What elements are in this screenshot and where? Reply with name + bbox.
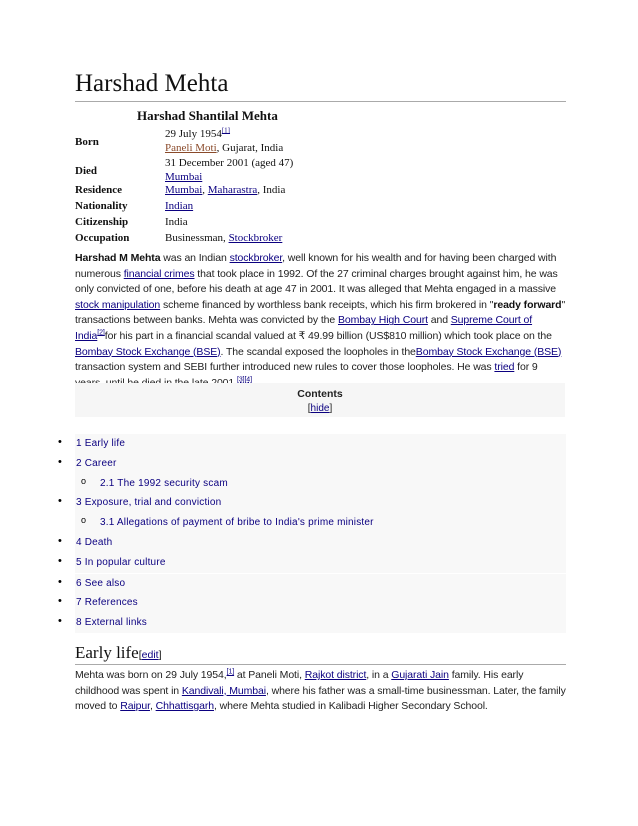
supreme-court-link[interactable]: Supreme Court of India <box>75 314 533 342</box>
bracket: [ <box>307 403 311 414</box>
residence-value <box>165 184 285 196</box>
early-text: Mehta was born on 29 July 1954, <box>75 669 227 681</box>
gujarati-jain-link[interactable]: Gujarati Jain <box>391 669 449 681</box>
infobox-heading: Harshad Shantilal Mehta <box>137 108 278 123</box>
residence-label: Residence <box>75 184 123 196</box>
intro-text: . The scandal exposed the loopholes in the <box>220 345 416 358</box>
died-date: 31 December 2001 (aged 47) <box>165 157 294 169</box>
toc-bullet: • <box>58 495 62 507</box>
toc-item-link[interactable]: 8 External links <box>76 617 148 628</box>
tried-link[interactable]: tried <box>494 361 515 374</box>
indian-link[interactable]: Indian <box>165 200 194 212</box>
ready-forward-term: ready forward <box>493 298 562 311</box>
toc-item-link[interactable]: 5 In popular culture <box>76 557 166 568</box>
toc-hide-toggle <box>75 403 565 414</box>
died-place <box>165 171 202 183</box>
toc-title: Contents <box>297 388 343 400</box>
ref-link[interactable]: [3][4] <box>236 376 252 384</box>
toc-item-link[interactable]: 1 Early life <box>76 438 126 449</box>
toc-bullet: • <box>58 576 62 588</box>
toc-sub-bullet: o <box>81 515 87 525</box>
toc-hide-link[interactable]: hide <box>310 403 330 414</box>
toc-bullet: • <box>58 595 62 607</box>
bse-link-2[interactable]: Bombay Stock Exchange (BSE) <box>415 345 562 358</box>
bracket: [ <box>138 649 142 661</box>
toc-bullet: • <box>58 615 62 627</box>
citizenship-value: India <box>165 216 188 228</box>
toc-row <box>75 454 566 474</box>
intro-text: was an Indian <box>160 252 230 264</box>
maharastra-link[interactable]: Maharastra <box>207 184 258 196</box>
early-life-paragraph <box>75 668 567 715</box>
kandivali-link[interactable]: Kandivali, Mumbai <box>181 684 266 697</box>
intro-text: scheme financed by worthless bank receipts, which his firm brokered in " <box>160 298 494 311</box>
bombay-high-court-link[interactable]: Bombay High Court <box>337 314 428 327</box>
occupation-text: Businessman, <box>165 232 229 244</box>
toc-item-link[interactable]: 4 Death <box>76 537 113 548</box>
toc-row <box>75 593 566 613</box>
ref-link[interactable]: [1] <box>226 668 235 676</box>
residence-rest: , India <box>257 184 286 196</box>
born-label: Born <box>75 136 99 148</box>
intro-paragraph <box>75 251 567 391</box>
toc-item-link[interactable]: 3 Exposure, trial and conviction <box>76 497 222 508</box>
toc-item-link[interactable]: 3.1 Allegations of payment of bribe to India's prime minister <box>100 517 374 528</box>
mumbai-residence-link[interactable]: Mumbai <box>165 184 203 196</box>
stockbroker-text-link[interactable]: stockbroker <box>229 252 283 264</box>
toc-row <box>75 613 566 633</box>
intro-text: that took place in 1992. Of the 27 criminal charges brought against him, he was only convicted of one, before his death at age 47 in 2001. It was alleged that Mehta engaged in a massive <box>75 267 558 296</box>
chhattisgarh-link[interactable]: Chhattisgarh <box>155 700 214 713</box>
born-date <box>165 128 230 140</box>
born-place-rest: , Gujarat, India <box>216 142 284 154</box>
ref-link[interactable]: [2] <box>97 329 105 337</box>
intro-text: , well known for his wealth and for having been charged with numerous <box>75 252 557 280</box>
nationality-value <box>165 200 193 212</box>
toc-item-link[interactable]: 2 Career <box>76 458 117 469</box>
intro-text: " transactions between banks. Mehta was convicted by the <box>75 298 566 327</box>
born-date-text: 29 July 1954 <box>165 128 222 140</box>
toc-item-link[interactable]: 7 References <box>76 597 138 608</box>
edit-link[interactable]: edit <box>141 649 159 661</box>
citizenship-label: Citizenship <box>75 216 129 228</box>
toc-sub-bullet: o <box>81 476 87 486</box>
edit-control <box>139 649 162 661</box>
residence-sep: , <box>202 184 208 196</box>
occupation-label: Occupation <box>75 232 130 244</box>
toc-row <box>75 434 566 454</box>
section-heading-early-life <box>75 643 162 663</box>
early-text: , where Mehta studied in Kalibadi Higher Secondary School. <box>213 700 488 713</box>
early-text: at Paneli Moti, <box>234 669 305 681</box>
rajkot-district-link[interactable]: Rajkot district <box>304 669 367 681</box>
bse-link[interactable]: Bombay Stock Exchange (BSE) <box>75 345 221 358</box>
occupation-value <box>165 232 282 244</box>
toc-row <box>75 533 566 553</box>
toc-item-link[interactable]: 6 See also <box>76 578 126 589</box>
bracket: ] <box>329 403 333 414</box>
stockbroker-link[interactable]: Stockbroker <box>228 232 283 244</box>
toc-bullet: • <box>58 436 62 448</box>
early-text: family. His early childhood was spent in <box>75 669 524 697</box>
born-place <box>165 142 283 154</box>
died-label: Died <box>75 165 97 177</box>
early-life-heading-text: Early life <box>75 643 139 662</box>
toc-header <box>75 383 565 417</box>
financial-crimes-link[interactable]: financial crimes <box>123 267 195 280</box>
subject-name: Harshad M Mehta <box>75 252 161 264</box>
toc-bullet: • <box>58 456 62 468</box>
early-text: , where his father was a small-time businessman. Later, the family moved to <box>75 684 566 713</box>
intro-text: for his part in a financial scandal valued at ₹ 49.99 billion (US$810 million) which took place on the <box>104 329 552 342</box>
raipur-link[interactable]: Raipur <box>120 700 150 713</box>
intro-text: for 9 <box>517 361 538 374</box>
toc-bullet: • <box>58 555 62 567</box>
section-divider <box>75 664 566 665</box>
mumbai-link[interactable]: Mumbai <box>165 171 203 183</box>
bracket: ] <box>158 649 162 661</box>
toc-bullet: • <box>58 535 62 547</box>
intro-text: transaction system and SEBI further introduced new rules to cover those loopholes. He was <box>75 361 495 374</box>
stock-manipulation-link[interactable]: stock manipulation <box>75 298 161 311</box>
nationality-label: Nationality <box>75 200 128 212</box>
page-title: Harshad Mehta <box>75 70 229 97</box>
ref-link[interactable]: [1] <box>221 126 231 135</box>
toc-row <box>75 574 566 594</box>
early-text: , <box>149 700 156 713</box>
early-text: , in a <box>366 669 392 681</box>
toc-item-link[interactable]: 2.1 The 1992 security scam <box>100 478 228 489</box>
intro-text: and <box>427 314 451 327</box>
paneli-moti-link[interactable]: Paneli Moti <box>165 142 217 154</box>
title-divider <box>75 101 566 102</box>
